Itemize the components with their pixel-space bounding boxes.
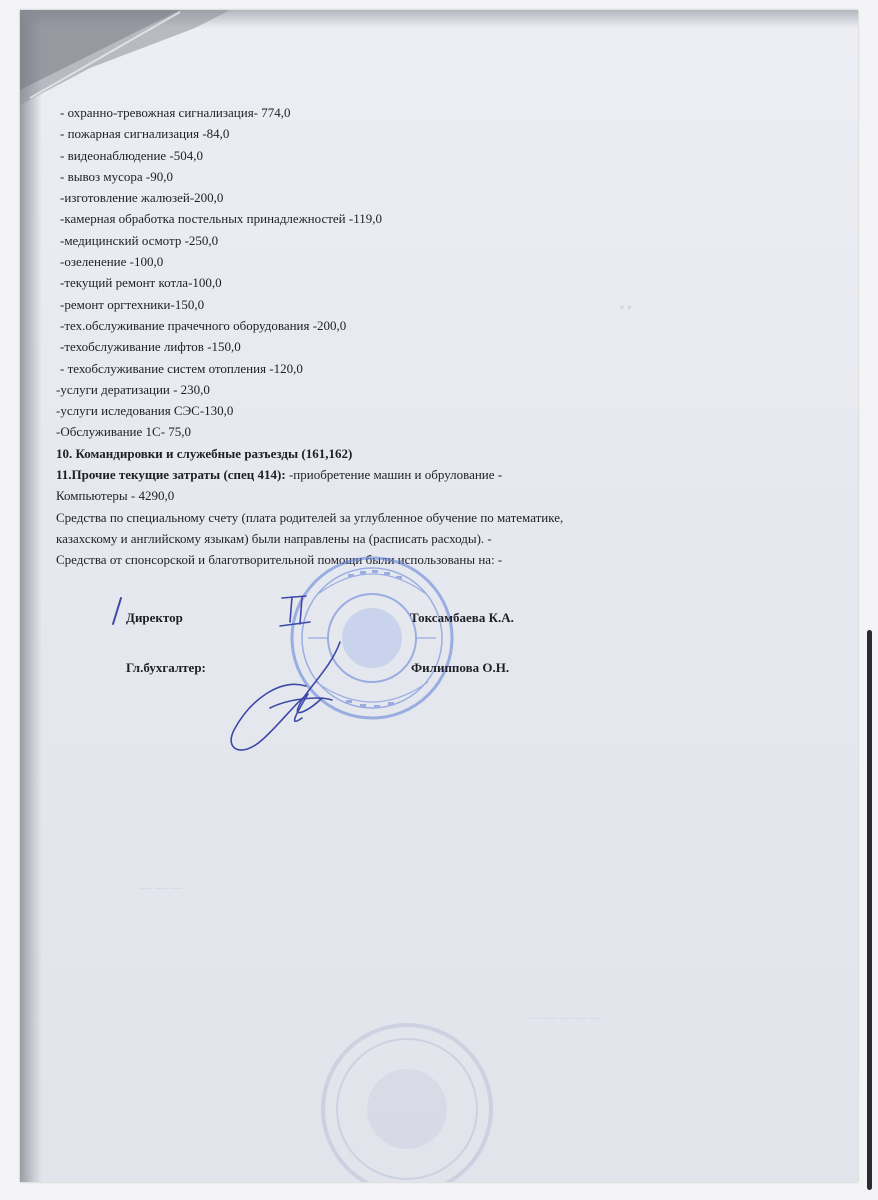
section-11-heading: 11.Прочие текущие затраты (спец 414):: [56, 467, 286, 483]
expense-item: -медицинский осмотр -250,0: [60, 232, 219, 248]
special-account-line-1: Средства по специальному счету (плата родителей за углубленное обучение по математике,: [56, 509, 564, 525]
expense-item: -камерная обработка постельных принадлежностей -119,0: [60, 211, 382, 227]
expense-item: - пожарная сигнализация -84,0: [60, 126, 230, 142]
expense-item: -изготовление жалюзей-200,0: [60, 190, 224, 206]
expense-item: - охранно-тревожная сигнализация- 774,0: [60, 105, 291, 120]
scanned-page: ▪ ▪ ― ― ― ― ― ― ― ― - охранно-тревожная сигнализация- 774,0 - пожарная сигнализация -84,0 - видеонаблюдение -504,0 - вывоз мусора -90,0 -изготовление жалюзей-200,0 -камерная обработка постельных принадлежностей -119,0 -медицинский осмотр -250,0 -озеленение -100,0 -текущий ремонт котла-100,0 -ремонт оргтехники-150,0 -тех.обслуживание прачечного оборудования -200,0 -техобслуживание лифтов -150,0 - техобслуживание систем отопления -120,0 -услуги дератизации - 230,0 -услуги иследования СЭС-130,0 -Обслуживание 1С- 75,0 10. Командировки и служебные разъезды (161,162) 11.Прочие текущие затраты (спец 414): -приобретение машин и обрулование - Компьютеры - 4290,0 Средства по специальному счету (плата родителей за углубленное обучение по математике, казахскому и английскому языкам) были направлены на (расписать расходы). - Средства от спонсорской и благотворительной помощи были использованы на: - Директор Токсамбаева К.А. Гл.бухгалтер: Филиппова О.Н.: [20, 10, 858, 1182]
expense-item: -ремонт оргтехники-150,0: [60, 296, 205, 312]
director-title: Директор: [126, 610, 183, 625]
expense-item: - видеонаблюдение -504,0: [60, 147, 204, 163]
expense-item: -тех.обслуживание прачечного оборудования -200,0: [60, 317, 347, 333]
section-11-text: -приобретение машин и обрулование -: [285, 467, 503, 483]
faint-bleedthrough-seal: [318, 1020, 496, 1182]
page-edge-shadow: [20, 10, 42, 1182]
handwritten-signature: [210, 590, 370, 765]
tick-mark: [110, 596, 124, 626]
sponsor-line: Средства от спонсорской и благотворительной помощи были использованы на: -: [56, 552, 503, 568]
expense-item: - вывоз мусора -90,0: [60, 168, 173, 184]
expense-item: - техобслуживание систем отопления -120,0: [60, 360, 303, 376]
document-body: [56, 102, 656, 571]
special-account-line-2: казахскому и английскому языкам) были направлены на (расписать расходы). -: [56, 530, 492, 546]
accountant-name: Филиппова О.Н.: [411, 660, 510, 675]
director-name: Токсамбаева К.А.: [410, 610, 514, 625]
computers-line: Компьютеры - 4290,0: [56, 488, 175, 504]
accountant-title: Гл.бухгалтер:: [126, 660, 206, 675]
section-11-line: [56, 464, 656, 485]
expense-item: -техобслуживание лифтов -150,0: [60, 339, 241, 355]
expense-item: -услуги иследования СЭС-130,0: [56, 403, 234, 419]
expense-item: -озеленение -100,0: [60, 254, 164, 270]
expense-item: -Обслуживание 1С- 75,0: [56, 424, 192, 440]
folded-corner-shadow: [20, 10, 230, 105]
section-10-heading: 10. Командировки и служебные разъезды (161,162): [56, 445, 353, 461]
expense-item: -услуги дератизации - 230,0: [56, 381, 210, 397]
expense-item: -текущий ремонт котла-100,0: [60, 275, 222, 291]
scrollbar-thumb[interactable]: [867, 630, 872, 1190]
